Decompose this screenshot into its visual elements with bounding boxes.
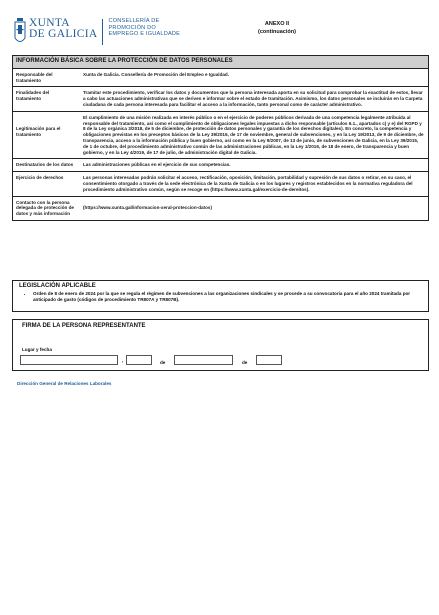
row-label: Contacto con la persona delegada de protección de datos y más información	[16, 199, 74, 217]
logo-line-1: XUNTA	[29, 17, 70, 29]
row-value: (https://www.xunta.gal/informacion-xeral-proteccion-datos)	[83, 204, 212, 210]
table-row	[13, 68, 428, 87]
legislacion-box	[12, 280, 429, 312]
row-label: Responsable del tratamiento	[16, 71, 53, 83]
anexo-subtitle: (continuación)	[258, 29, 296, 35]
firma-title: FIRMA DE LA PERSONA REPRESENTANTE	[22, 323, 146, 329]
data-protection-table	[12, 55, 429, 221]
logo-line-2: DE GALICIA	[29, 28, 98, 40]
conselleria-line-3: EMPREGO E IGUALDADE	[108, 31, 181, 38]
legislacion-list	[13, 291, 428, 303]
de-label-1: de	[160, 360, 166, 365]
lugar-field[interactable]	[20, 355, 118, 365]
table-row	[13, 111, 428, 159]
table-row	[13, 171, 428, 195]
row-value: Las personas interesadas podrán solicitar el acceso, rectificación, oposición, limitación, portabilidad y supresión de sus datos o retirar, en su caso, el consentimiento otorgado a través de la sede electrónica de la Xunta de Galicia o en los lugares y registros establecidos en la normativa reguladora del procedimiento administrativo común, según se recoge en (https://www.xunta.gal/exercicio-de-dereitos).	[83, 175, 413, 192]
row-label: Ejercicio de derechos	[16, 175, 64, 181]
anexo-title: ANEXO II	[264, 21, 290, 27]
conselleria-line-2: PROMOCIÓN DO	[108, 24, 156, 31]
lugar-fecha-label: Lugar y fecha	[22, 347, 52, 352]
day-field[interactable]	[126, 355, 152, 365]
galicia-crest-icon	[14, 18, 26, 46]
row-label: Legitimación para el tratamiento	[16, 125, 61, 137]
table-title: INFORMACIÓN BÁSICA SOBRE LA PROTECCIÓN DE DATOS PERSONALES	[13, 56, 428, 68]
row-label: Destinatarios de los datos	[16, 162, 74, 168]
direccion-general-footer: Dirección General de Relaciones Laborales	[17, 381, 112, 386]
anexo-heading	[242, 20, 312, 36]
comma-separator: ,	[122, 358, 124, 363]
row-value: Las administraciones públicas en el ejercicio de sus competencias.	[83, 162, 231, 168]
year-field[interactable]	[256, 355, 282, 365]
month-field[interactable]	[174, 355, 233, 365]
document-header	[14, 18, 424, 48]
row-label: Finalidades del tratamiento	[16, 90, 50, 102]
table-row	[13, 86, 428, 110]
conselleria-name	[108, 18, 180, 38]
conselleria-line-1: CONSELLERÍA DE	[108, 18, 160, 24]
row-value: Xunta de Galicia. Consellería de Promoción del Empleo e Igualdad.	[83, 71, 230, 77]
de-label-2: de	[242, 360, 248, 365]
logo-divider	[102, 19, 103, 45]
row-value: El cumplimiento de una misión realizada en interés público o en el ejercicio de poderes públicos derivada de una competencia legalmente atribuida al responsable del tratamiento, así como el cumplimiento de obligaciones legales impuestas a dicho responsable (artículos 6.1., apartados c) y e) del RGPD y 8 de la Ley orgánica 3/2018, de 5 de diciembre, de protección de datos personales y garantía de los derechos digitales). En concreto, la competencia y obligaciones previstas en los preceptos básicos de la Ley 39/2015, de 17 de noviembre, general de subvenciones, y en la Ley 19/2013, de 9 de diciembre, de transparencia, acceso a la información pública y buen gobierno, así como en la Ley 9/2007, de 13 de junio, de subvenciones de Galicia, en la Ley 39/2015, de 1 de octubre, del procedimiento administrativo común de las administraciones públicas, en la Ley 1/2016, de 18 de enero, de transparencia y buen gobierno, y en la Ley 4/2019, de 17 de julio, de administración digital de Galicia.	[83, 114, 424, 155]
xunta-wordmark	[29, 18, 97, 40]
firma-box	[12, 319, 429, 371]
legislacion-title: LEGISLACIÓN APLICABLE	[19, 283, 96, 289]
row-value: Tramitar este procedimiento, verificar los datos y documentos que la persona interesada aporta en su solicitud para comprobar la exactitud de estos, llevar a cabo las actuaciones administrativas que se deriven e informar sobre el estado de tramitación. Asimismo, los datos personales se incluirán en la Carpeta ciudadana de cada persona interesada para facilitar el acceso a la información, tanto personal como de carácter administrativo.	[83, 90, 423, 107]
list-item: • Orden de 8 de enero de 2024 por la que se regula el régimen de subvenciones a las organizaciones sindicales y se procede a su convocatoria para el año 2024 tramitada por anticipado de gasto (códigos de procedimiento TR807A y TR807B).	[33, 291, 428, 303]
table-row	[13, 158, 428, 171]
xunta-logo	[14, 18, 180, 46]
table-row	[13, 196, 428, 220]
